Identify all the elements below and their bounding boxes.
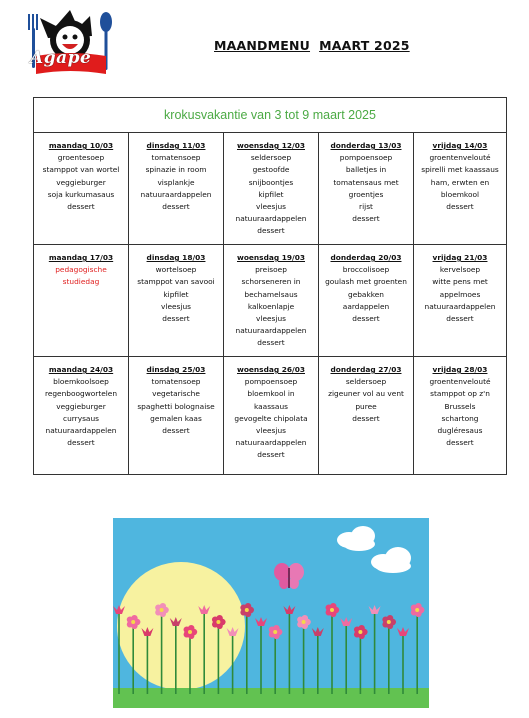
menu-cell [129,133,224,245]
day-label: woensdag 19/03 [237,253,305,262]
menu-item: gevogelte chipolata [234,413,308,423]
menu-item: preisoep [255,265,287,275]
menu-item: dessert [67,202,95,212]
menu-item: broccolisoep [342,265,390,275]
menu-item: natuuraardappelen [235,326,307,336]
menu-item: veggieburger [56,177,106,187]
menu-item: bloemkool [440,189,480,199]
menu-cell [414,357,506,475]
menu-cell [129,245,224,357]
day-label: dinsdag 25/03 [146,365,206,374]
menu-item: spirelli met kaassaus [421,165,499,175]
menu-item: natuuraardappelen [235,438,307,448]
menu-item: vleesjus [161,301,191,311]
menu-cell [319,133,414,245]
menu-item: natuuraardappelen [424,301,496,311]
menu-item: witte pens met [432,277,488,287]
menu-cell [224,245,319,357]
menu-item: tomatensoep [151,153,201,163]
menu-cell [224,357,319,475]
day-label: donderdag 13/03 [330,141,402,150]
day-label: donderdag 20/03 [330,253,402,262]
menu-item: vleesjus [256,426,286,436]
menu-item: kipfilet [258,189,284,199]
menu-table [33,97,507,475]
menu-item: dessert [162,426,190,436]
menu-item: visplankje [157,177,195,187]
menu-cell [34,133,129,245]
menu-item: goulash met groenten [325,277,407,287]
menu-item: Brussels [444,401,476,411]
menu-cell [224,133,319,245]
menu-item: studiedag [62,277,100,287]
day-label: vrijdag 14/03 [432,141,488,150]
menu-item: tomatensaus met [333,177,399,187]
menu-item: gestoofde [252,165,290,175]
day-label: woensdag 12/03 [237,141,305,150]
menu-item: gebakken [348,289,384,299]
menu-item: vleesjus [256,314,286,324]
menu-item: vleesjus [256,202,286,212]
menu-item: stamppot van savooi [137,277,215,287]
menu-item: vegetarische [152,389,200,399]
menu-item: kalkoenlapje [247,301,295,311]
menu-item: natuuraardappelen [235,214,307,224]
menu-item: balletjes in [345,165,387,175]
menu-item: groentesoep [57,153,105,163]
menu-item: dessert [352,314,380,324]
menu-item: pompoensoep [244,377,298,387]
menu-cell [319,245,414,357]
menu-item: dessert [257,450,285,460]
menu-item: puree [355,401,377,411]
logo-text: Agape [30,48,92,68]
menu-item: dessert [446,314,474,324]
menu-item: groentenvelouté [429,153,491,163]
menu-item: appelmoes [439,289,481,299]
menu-cell [34,357,129,475]
menu-item: seldersoep [345,377,387,387]
menu-item: dessert [67,438,95,448]
menu-item: dessert [162,202,190,212]
day-label: maandag 10/03 [48,141,114,150]
menu-item: kipfilet [163,289,189,299]
menu-item: rijst [359,202,373,212]
menu-grid [34,133,506,475]
menu-item: currysaus [63,413,99,423]
menu-item: groentjes [348,189,384,199]
menu-item: natuuraardappelen [45,426,117,436]
menu-item: aardappelen [342,301,390,311]
day-label: vrijdag 21/03 [432,253,488,262]
day-label: dinsdag 18/03 [146,253,206,262]
menu-cell [34,245,129,357]
menu-cell [414,133,506,245]
menu-item: pompoensoep [339,153,393,163]
menu-item: zigeuner vol au vent [328,389,404,399]
menu-item: dessert [446,438,474,448]
menu-item: snijboontjes [248,177,294,187]
menu-item: seldersoep [250,153,292,163]
holiday-banner: krokusvakantie van 3 tot 9 maart 2025 [34,98,506,133]
menu-item: schorseneren in [241,277,301,287]
menu-item: dessert [352,413,380,423]
day-label: donderdag 27/03 [330,365,402,374]
menu-item: bechamelsaus [244,289,298,299]
menu-item: bloemkoolsoep [53,377,109,387]
menu-item: dessert [162,314,190,324]
menu-item: bloemkool in [247,389,295,399]
menu-item: pedagogische [55,265,107,275]
menu-cell [414,245,506,357]
page-title [214,38,410,53]
day-label: maandag 24/03 [48,365,114,374]
spring-illustration [113,518,429,708]
title-month: MAART 2025 [319,38,410,53]
menu-item: stamppot van wortel [42,165,120,175]
menu-item: groentenvelouté [429,377,491,387]
menu-item: natuuraardappelen [140,189,212,199]
menu-item: ham, erwten en [430,177,490,187]
day-label: maandag 17/03 [48,253,114,262]
menu-item: stamppot op z'n [430,389,490,399]
menu-item: schartong [441,413,479,423]
menu-item: dessert [352,214,380,224]
day-label: woensdag 26/03 [237,365,305,374]
menu-item: spaghetti bolognaise [137,401,215,411]
menu-item: spinazie in room [145,165,207,175]
menu-cell [129,357,224,475]
menu-cell [319,357,414,475]
menu-item: dessert [257,226,285,236]
menu-item: dessert [257,338,285,348]
menu-item: soja kurkumasaus [47,189,115,199]
menu-item: kaassaus [254,401,288,411]
menu-item: regenboogwortelen [44,389,118,399]
title-month-menu: MAANDMENU [214,38,311,53]
menu-item: tomatensoep [151,377,201,387]
menu-item: dugléresaus [437,426,483,436]
menu-item: veggieburger [56,401,106,411]
day-label: vrijdag 28/03 [432,365,488,374]
menu-item: dessert [446,202,474,212]
menu-item: wortelsoep [155,265,197,275]
menu-item: gemalen kaas [150,413,202,423]
menu-item: kervelsoep [439,265,481,275]
day-label: dinsdag 11/03 [146,141,206,150]
